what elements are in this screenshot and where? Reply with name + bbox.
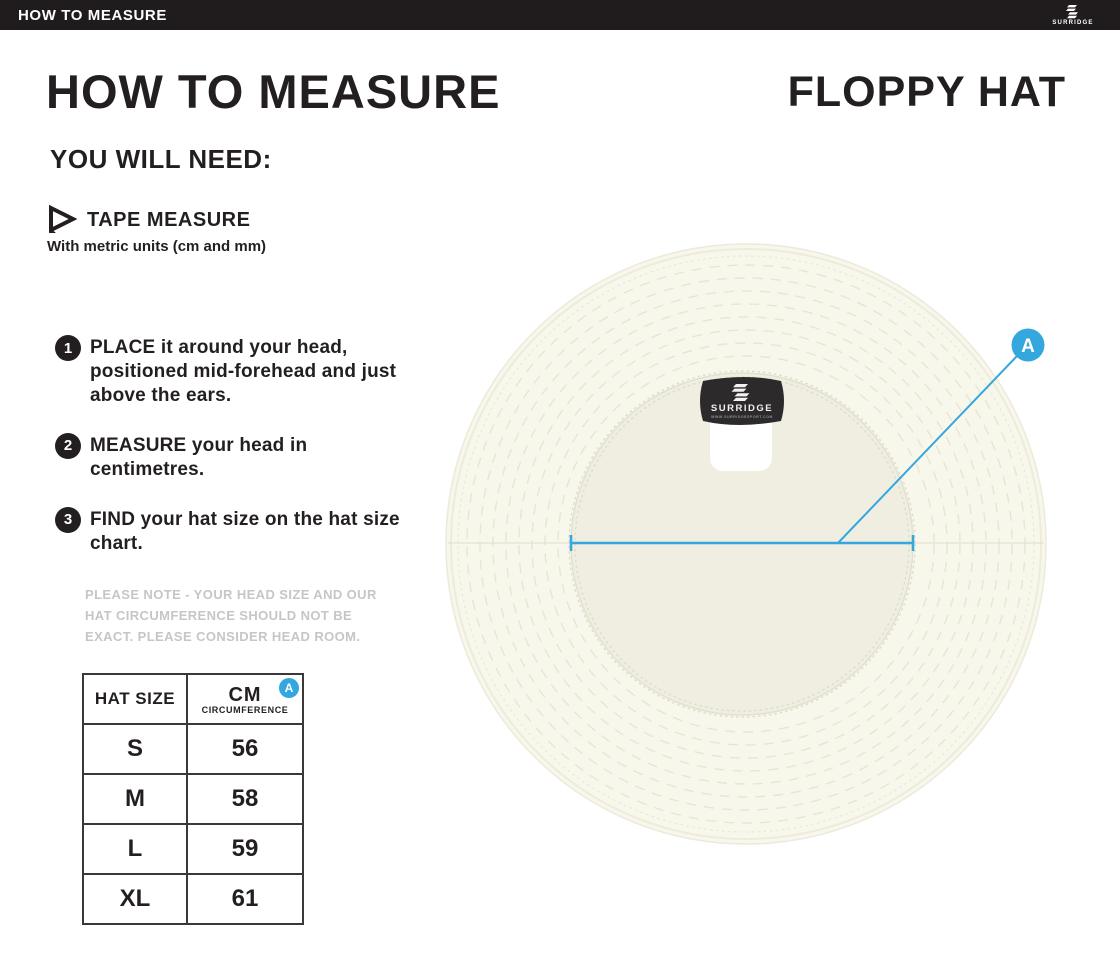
step-2-number-badge: 2: [55, 433, 81, 459]
hat-diagram-svg: [436, 234, 1056, 854]
product-title: FLOPPY HAT: [787, 68, 1066, 116]
page-title: HOW TO MEASURE: [46, 65, 501, 118]
label-url-text: WWW.SURRIDGESPORT.COM: [711, 415, 773, 419]
step-1-text: PLACE it around your head, positioned mid-forehead and just above the ears.: [90, 337, 397, 406]
tape-measure-label: TAPE MEASURE: [87, 208, 251, 231]
table-row: [83, 824, 303, 874]
tape-measure-note: With metric units (cm and mm): [47, 238, 267, 255]
size-value: 59: [187, 824, 303, 874]
cm-column-header: [187, 674, 303, 724]
measurement-a-marker: [1012, 329, 1045, 362]
tape-measure-icon: [47, 204, 77, 236]
surridge-wordmark: SURRIDGE: [1052, 19, 1094, 26]
size-value: 56: [187, 724, 303, 774]
table-row: [83, 724, 303, 774]
top-bar-title: HOW TO MEASURE: [18, 6, 167, 24]
step-1-number-badge: 1: [55, 335, 81, 361]
size-value: 61: [187, 874, 303, 924]
floppy-hat-illustration: [436, 234, 1056, 854]
hat-brand-label: [700, 377, 784, 425]
size-label: S: [83, 724, 187, 774]
label-tab: [710, 422, 772, 471]
step-2-text: MEASURE your head in centimetres.: [90, 434, 308, 480]
step-1: [55, 336, 400, 408]
hat-size-column-header: HAT SIZE: [83, 674, 187, 724]
table-header-row: [83, 674, 303, 724]
step-3-number-badge: 3: [55, 507, 81, 533]
steps-list: [55, 336, 400, 556]
table-row: [83, 774, 303, 824]
step-3: [55, 508, 400, 556]
measurement-a-badge: A: [279, 678, 299, 698]
surridge-logo: [1038, 1, 1108, 29]
size-value: 58: [187, 774, 303, 824]
cm-header-sub: CIRCUMFERENCE: [201, 704, 289, 715]
hat-size-table: [82, 673, 304, 925]
cm-header-main: CM: [228, 683, 262, 706]
you-will-need-heading: YOU WILL NEED:: [50, 144, 272, 174]
disclaimer-note: PLEASE NOTE - YOUR HEAD SIZE AND OUR HAT CIRCUMFERENCE SHOULD NOT BE EXACT. PLEASE CONSIDER HEAD ROOM.: [85, 587, 377, 644]
step-2: [55, 434, 400, 482]
size-label: M: [83, 774, 187, 824]
step-3-text: FIND your hat size on the hat size chart.: [90, 508, 400, 554]
tape-measure-item: [47, 204, 266, 255]
table-row: [83, 874, 303, 924]
surridge-s-icon: [1065, 5, 1081, 19]
label-brand-text: SURRIDGE: [710, 403, 774, 414]
top-bar: [0, 0, 1120, 30]
size-label: XL: [83, 874, 187, 924]
size-label: L: [83, 824, 187, 874]
svg-text:A: A: [1021, 336, 1035, 357]
